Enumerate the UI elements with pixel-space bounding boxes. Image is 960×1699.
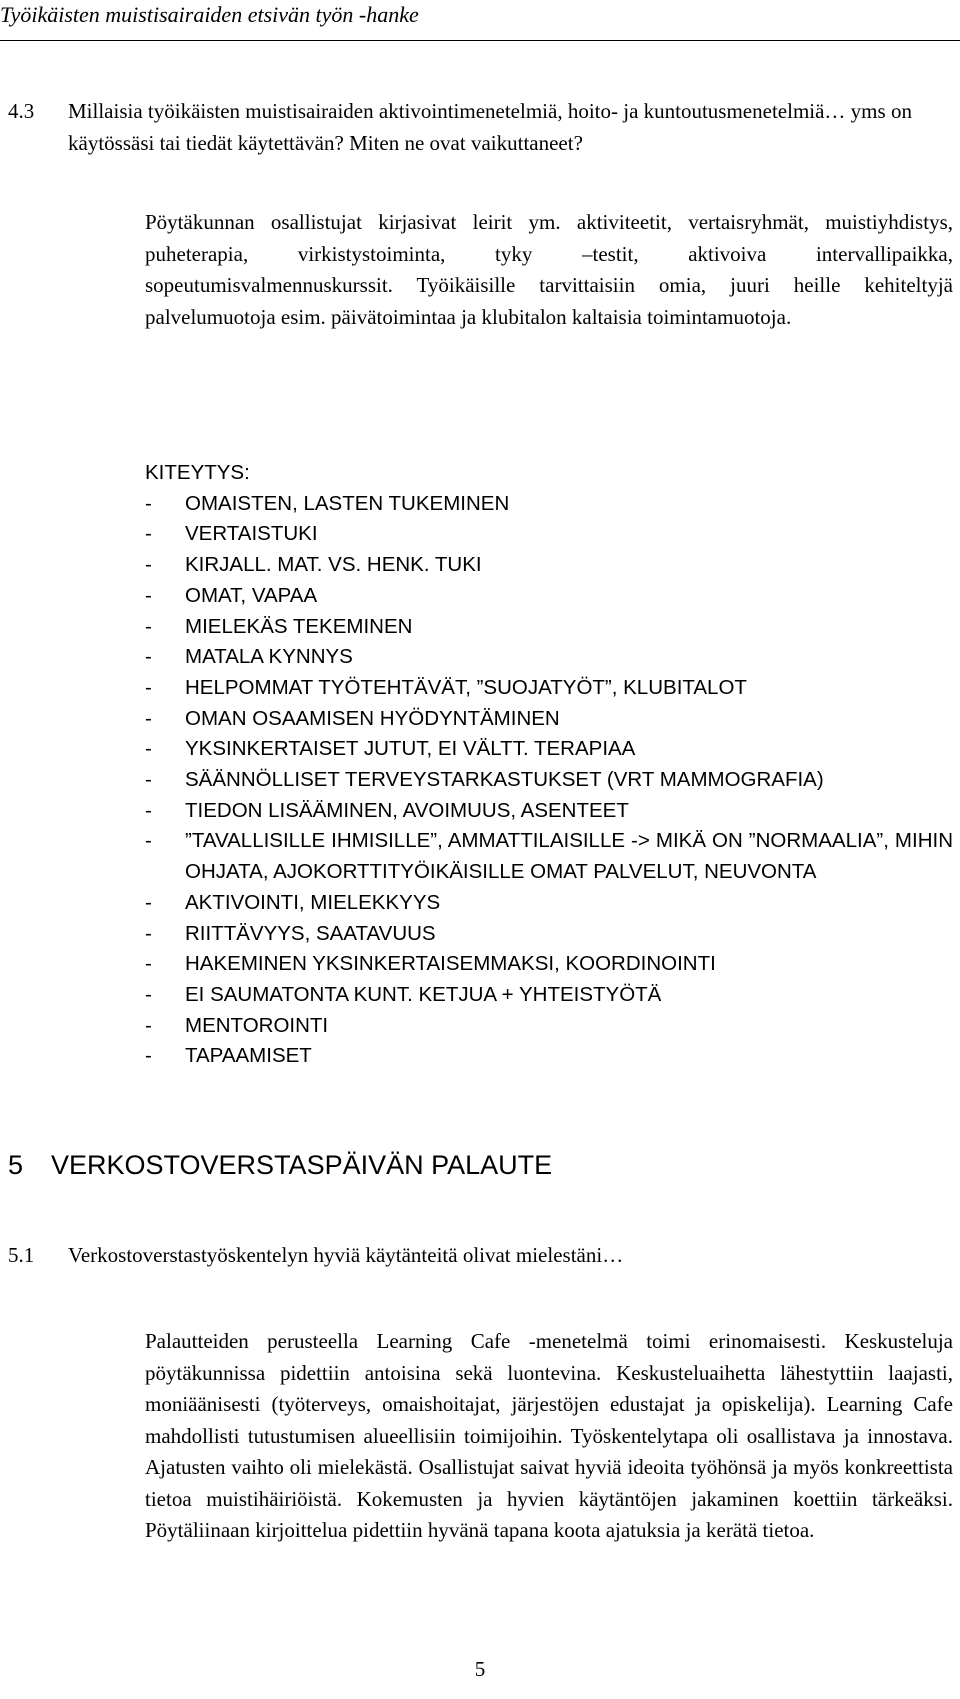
kiteytys-item — [145, 642, 953, 673]
section-number: 5 — [8, 1150, 24, 1180]
header-rule — [0, 40, 960, 41]
kiteytys-item-text: RIITTÄVYYS, SAATAVUUS — [185, 921, 436, 945]
question-4-3 — [8, 96, 928, 159]
kiteytys-item-text: TIEDON LISÄÄMINEN, AVOIMUUS, ASENTEET — [185, 798, 629, 822]
answer-4-3: Pöytäkunnan osallistujat kirjasivat leirit ym. aktiviteetit, vertaisryhmät, muistiyhdistys, puheterapia, virkistystoiminta, tyky –testit, aktivoiva intervallipaikka, sopeutumisvalmennuskurssit. Työikäisille tarvittaisiin omia, juuri heille kehiteltyjä palvelumuotoja esim. päivätoimintaa ja klubitalon kaltaisia toimintamuotoja. — [145, 210, 953, 329]
bullet-dash: - — [145, 798, 152, 822]
kiteytys-item — [145, 704, 953, 735]
kiteytys-item-text: MATALA KYNNYS — [185, 645, 353, 669]
kiteytys-item — [145, 673, 953, 704]
kiteytys-item-text: MIELEKÄS TEKEMINEN — [185, 614, 413, 638]
page-number: 5 — [474, 1657, 486, 1681]
question-number: 5.1 — [8, 1243, 35, 1267]
kiteytys-item — [145, 1041, 953, 1072]
bullet-dash: - — [145, 614, 152, 638]
bullet-dash: - — [145, 675, 152, 699]
kiteytys-item-text: HAKEMINEN YKSINKERTAISEMMAKSI, KOORDINOINTI — [185, 952, 716, 976]
kiteytys-item — [145, 765, 953, 796]
question-number: 4.3 — [8, 99, 35, 123]
kiteytys-item-text: ”TAVALLISILLE IHMISILLE”, AMMATTILAISILLE -> MIKÄ ON ”NORMAALIA”, MIHIN OHJATA, AJOKORTTITYÖIKÄISILLE OMAT PALVELUT, NEUVONTA — [185, 829, 953, 884]
kiteytys-item-text: MENTOROINTI — [185, 1013, 329, 1037]
bullet-dash: - — [145, 1044, 152, 1068]
bullet-dash: - — [145, 768, 152, 792]
bullet-dash: - — [145, 1013, 152, 1037]
kiteytys-item-text: AKTIVOINTI, MIELEKKYYS — [185, 890, 441, 914]
kiteytys-block — [145, 458, 953, 1072]
kiteytys-item — [145, 519, 953, 550]
kiteytys-item — [145, 734, 953, 765]
kiteytys-item — [145, 581, 953, 612]
kiteytys-list — [145, 489, 953, 1072]
bullet-dash: - — [145, 583, 152, 607]
kiteytys-item — [145, 612, 953, 643]
kiteytys-item — [145, 980, 953, 1011]
bullet-dash: - — [145, 706, 152, 730]
kiteytys-item-text: EI SAUMATONTA KUNT. KETJUA + YHTEISTYÖTÄ — [185, 982, 662, 1006]
bullet-dash: - — [145, 921, 152, 945]
kiteytys-item-text: SÄÄNNÖLLISET TERVEYSTARKASTUKSET (VRT MAMMOGRAFIA) — [185, 768, 824, 792]
bullet-dash: - — [145, 829, 152, 853]
section-heading-5 — [8, 1150, 552, 1181]
answer-5-1: Palautteiden perusteella Learning Cafe -menetelmä toimi erinomaisesti. Keskusteluja pöytäkunnissa pidettiin antoisina sekä luontevina. Keskusteluaihetta lähestyttiin laajasti, moniäänisesti (työterveys, omaishoitajat, järjestöjen edustajat ja opiskelija). Learning Cafe mahdollisti tutustumisen alueellisiin toimijoihin. Työskentelytapa oli osallistava ja innostava. Ajatusten vaihto oli mielekästä. Osallistujat saivat hyviä ideoita työhönsä ja myös konkreettista tietoa muistihäiriöistä. Kokemusten ja hyvien käytäntöjen jakaminen koettiin tärkeäksi. Pöytäliinaan kirjoittelua pidettiin hyvänä tapana koota ajatuksia ja kerätä tietoa. — [145, 1329, 953, 1542]
kiteytys-item — [145, 550, 953, 581]
question-text: Verkostoverstastyöskentelyn hyviä käytänteitä olivat mielestäni… — [68, 1243, 624, 1267]
kiteytys-item — [145, 826, 953, 887]
kiteytys-item — [145, 489, 953, 520]
section-title: VERKOSTOVERSTASPÄIVÄN PALAUTE — [51, 1150, 553, 1180]
kiteytys-item-text: OMAN OSAAMISEN HYÖDYNTÄMINEN — [185, 706, 560, 730]
kiteytys-item-text: KIRJALL. MAT. VS. HENK. TUKI — [185, 553, 482, 577]
kiteytys-item-text: VERTAISTUKI — [185, 522, 318, 546]
kiteytys-item — [145, 949, 953, 980]
kiteytys-heading: KITEYTYS: — [145, 461, 250, 484]
running-header: Työikäisten muistisairaiden etsivän työn -hanke — [0, 2, 419, 27]
kiteytys-item-text: OMAT, VAPAA — [185, 583, 318, 607]
kiteytys-item — [145, 919, 953, 950]
kiteytys-item — [145, 888, 953, 919]
kiteytys-item-text: YKSINKERTAISET JUTUT, EI VÄLTT. TERAPIAA — [185, 737, 636, 761]
question-5-1 — [8, 1240, 928, 1272]
bullet-dash: - — [145, 737, 152, 761]
bullet-dash: - — [145, 553, 152, 577]
question-text: Millaisia työikäisten muistisairaiden aktivointimenetelmiä, hoito- ja kuntoutusmenetelmiä… yms on käytössäsi tai tiedät käytettävän? Miten ne ovat vaikuttaneet? — [68, 99, 912, 155]
kiteytys-item-text: TAPAAMISET — [185, 1044, 312, 1068]
bullet-dash: - — [145, 522, 152, 546]
kiteytys-item — [145, 1011, 953, 1042]
bullet-dash: - — [145, 952, 152, 976]
bullet-dash: - — [145, 982, 152, 1006]
bullet-dash: - — [145, 890, 152, 914]
kiteytys-item — [145, 796, 953, 827]
kiteytys-item-text: HELPOMMAT TYÖTEHTÄVÄT, ”SUOJATYÖT”, KLUBITALOT — [185, 675, 747, 699]
bullet-dash: - — [145, 645, 152, 669]
kiteytys-item-text: OMAISTEN, LASTEN TUKEMINEN — [185, 491, 510, 515]
bullet-dash: - — [145, 491, 152, 515]
